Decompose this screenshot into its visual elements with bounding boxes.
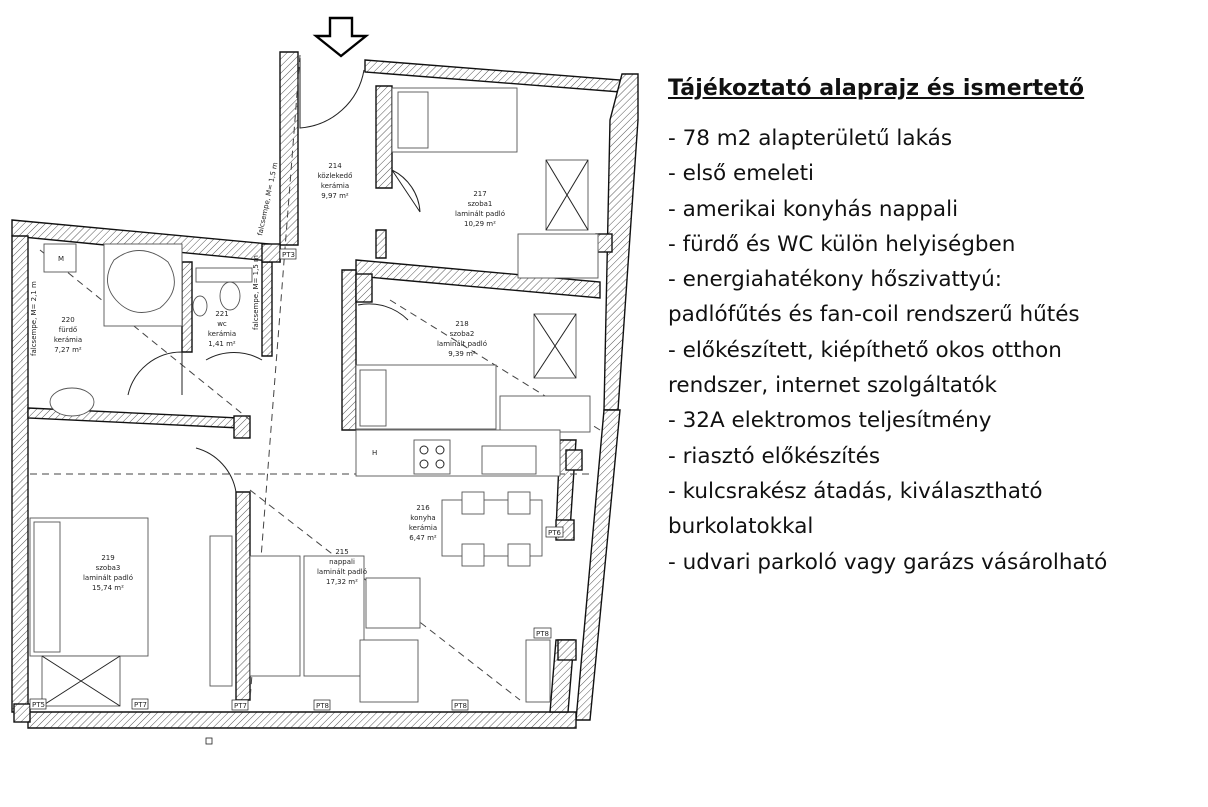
- hob-label: H: [372, 449, 378, 457]
- room-214-area: 9,97 m²: [321, 192, 349, 200]
- room-218-name: szoba2: [449, 330, 475, 338]
- tag-pt7-left: PT7: [134, 701, 147, 709]
- room-217-number: 217: [473, 190, 487, 198]
- room-220-area: 7,27 m²: [54, 346, 82, 354]
- tag-pt5: PT5: [32, 701, 45, 709]
- room-218-number: 218: [455, 320, 469, 328]
- list-item: - 78 m2 alapterületű lakás: [668, 126, 953, 151]
- room-218-floor: laminált padló: [436, 340, 488, 348]
- list-item: burkolatokkal: [668, 514, 814, 540]
- list-item: - riasztó előkészítés: [668, 443, 881, 469]
- room-216-number: 216: [416, 504, 430, 512]
- list-item: - amerikai konyhás nappali: [668, 196, 959, 222]
- room-220-floor: kerámia: [53, 336, 83, 344]
- room-216-floor: kerámia: [408, 524, 438, 532]
- list-item: rendszer, internet szolgáltatók: [668, 373, 997, 399]
- info-panel: [668, 76, 1198, 580]
- wc-tile-note: falcsempe, M= 1,5 m: [252, 255, 260, 330]
- entrance-arrow-icon: [316, 18, 366, 56]
- list-item: - kulcsrakész átadás, kiválasztható: [668, 478, 1043, 504]
- tag-pt8-mid: PT8: [454, 702, 467, 710]
- list-item: - előkészített, kiépíthető okos otthon: [668, 337, 1062, 363]
- room-219-area: 15,74 m²: [92, 584, 124, 592]
- room-215-name: nappali: [329, 558, 355, 566]
- room-219-floor: laminált padló: [82, 574, 134, 582]
- bath-tile-note: falcsempe, M= 2,1 m: [30, 281, 38, 356]
- room-214-floor: kerámia: [320, 182, 350, 190]
- room-215-floor: laminált padló: [316, 568, 368, 576]
- room-220-number: 220: [61, 316, 75, 324]
- furniture: [30, 88, 598, 706]
- list-item: - fürdő és WC külön helyiségben: [668, 231, 1016, 257]
- list-item: - 32A elektromos teljesítmény: [668, 408, 992, 434]
- washer-label: M: [58, 255, 65, 263]
- room-220-name: fürdő: [58, 326, 78, 334]
- room-215-area: 17,32 m²: [326, 578, 358, 586]
- room-221-area: 1,41 m²: [208, 340, 236, 348]
- room-221-floor: kerámia: [207, 330, 237, 338]
- tag-pt6: PT6: [548, 529, 561, 537]
- tag-pt3: PT3: [282, 251, 295, 259]
- room-216-name: konyha: [410, 514, 436, 522]
- room-221-number: 221: [215, 310, 229, 318]
- room-219-name: szoba3: [95, 564, 121, 572]
- room-214-number: 214: [328, 162, 342, 170]
- room-221-name: wc: [217, 320, 227, 328]
- list-item: - energiahatékony hőszivattyú:: [668, 267, 1003, 293]
- tag-pt8-left: PT8: [316, 702, 329, 710]
- tag-pt8-right: PT8: [536, 630, 549, 638]
- tag-pt7-right: PT7: [234, 702, 247, 710]
- room-215-number: 215: [335, 548, 349, 556]
- feature-list: [668, 121, 1198, 580]
- list-item: - udvari parkoló vagy garázs vásárolható: [668, 549, 1108, 575]
- list-item: padlófűtés és fan-coil rendszerű hűtés: [668, 302, 1080, 328]
- room-218-area: 9,39 m²: [448, 350, 476, 358]
- hall-tile-note: falcsempe, M= 1,5 m: [256, 161, 280, 237]
- room-217-floor: laminált padló: [454, 210, 506, 218]
- room-216-area: 6,47 m²: [409, 534, 437, 542]
- room-214-name: közlekedő: [317, 172, 353, 180]
- room-219-number: 219: [101, 554, 115, 562]
- room-217-name: szoba1: [467, 200, 493, 208]
- room-217-area: 10,29 m²: [464, 220, 496, 228]
- list-item: - első emeleti: [668, 161, 814, 187]
- info-title: Tájékoztató alaprajz és ismertető: [668, 76, 1085, 101]
